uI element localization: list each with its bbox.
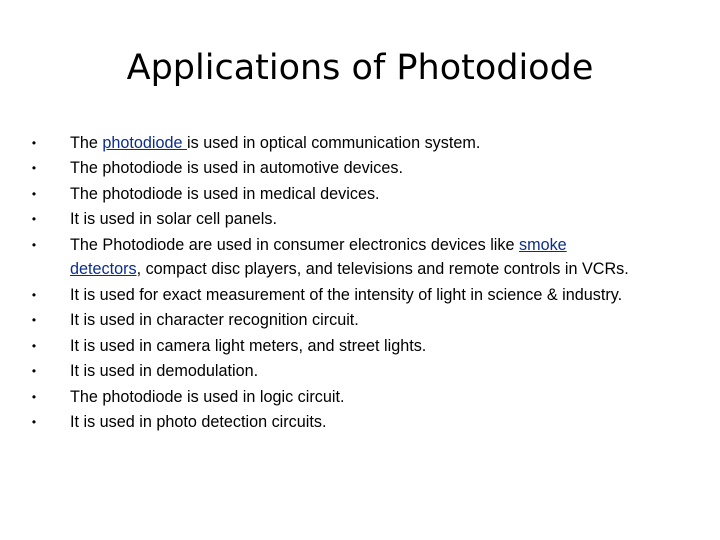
list-item-demodulation bbox=[31, 359, 638, 383]
list-item-light-measurement bbox=[31, 283, 638, 307]
item-text-before: The Photodiode are used in consumer electronics devices like bbox=[70, 235, 519, 254]
photodiode-link[interactable]: photodiode bbox=[102, 134, 188, 152]
item-text-after: , compact disc players, and televisions and remote controls in VCRs. bbox=[136, 260, 629, 279]
bullet-icon: • bbox=[31, 364, 37, 379]
bullet-icon: • bbox=[31, 389, 37, 404]
bullet-icon: • bbox=[31, 186, 37, 201]
bullet-icon: • bbox=[31, 415, 37, 430]
list-item-light-meters bbox=[31, 334, 638, 358]
list-item-photo-detection bbox=[31, 410, 638, 434]
smoke-detectors-link[interactable]: smoke detectors bbox=[70, 235, 567, 279]
list-item-logic-circuit bbox=[31, 385, 638, 409]
bullet-icon: • bbox=[31, 287, 37, 302]
list-item-consumer-electronics bbox=[31, 233, 638, 282]
item-text: It is used for exact measurement of the intensity of light in science & industry. bbox=[70, 285, 623, 304]
bullet-icon: • bbox=[31, 313, 37, 328]
bullet-icon: • bbox=[31, 212, 37, 227]
bullet-icon: • bbox=[31, 338, 37, 353]
applications-list bbox=[31, 131, 638, 436]
item-text: The photodiode is used in medical devices. bbox=[70, 184, 380, 203]
item-text: The photodiode is used in automotive devices. bbox=[70, 159, 403, 178]
list-item-optical-communication bbox=[31, 131, 638, 155]
item-text: It is used in camera light meters, and street lights. bbox=[70, 336, 427, 355]
item-text-before: The bbox=[70, 134, 103, 152]
list-item-medical bbox=[31, 182, 638, 206]
list-item-automotive bbox=[31, 156, 638, 180]
item-text-after: is used in optical communication system. bbox=[187, 134, 481, 152]
item-text: It is used in character recognition circuit. bbox=[70, 311, 359, 330]
item-text: It is used in demodulation. bbox=[70, 362, 259, 381]
list-item-character-recognition bbox=[31, 308, 638, 332]
bullet-icon: • bbox=[31, 237, 37, 252]
bullet-icon: • bbox=[31, 136, 37, 150]
item-text: It is used in photo detection circuits. bbox=[70, 413, 327, 432]
slide-title: Applications of Photodiode bbox=[126, 48, 594, 88]
item-text: It is used in solar cell panels. bbox=[70, 210, 277, 229]
item-text: The photodiode is used in logic circuit. bbox=[70, 387, 345, 406]
bullet-icon: • bbox=[31, 161, 37, 176]
list-item-solar bbox=[31, 207, 638, 231]
